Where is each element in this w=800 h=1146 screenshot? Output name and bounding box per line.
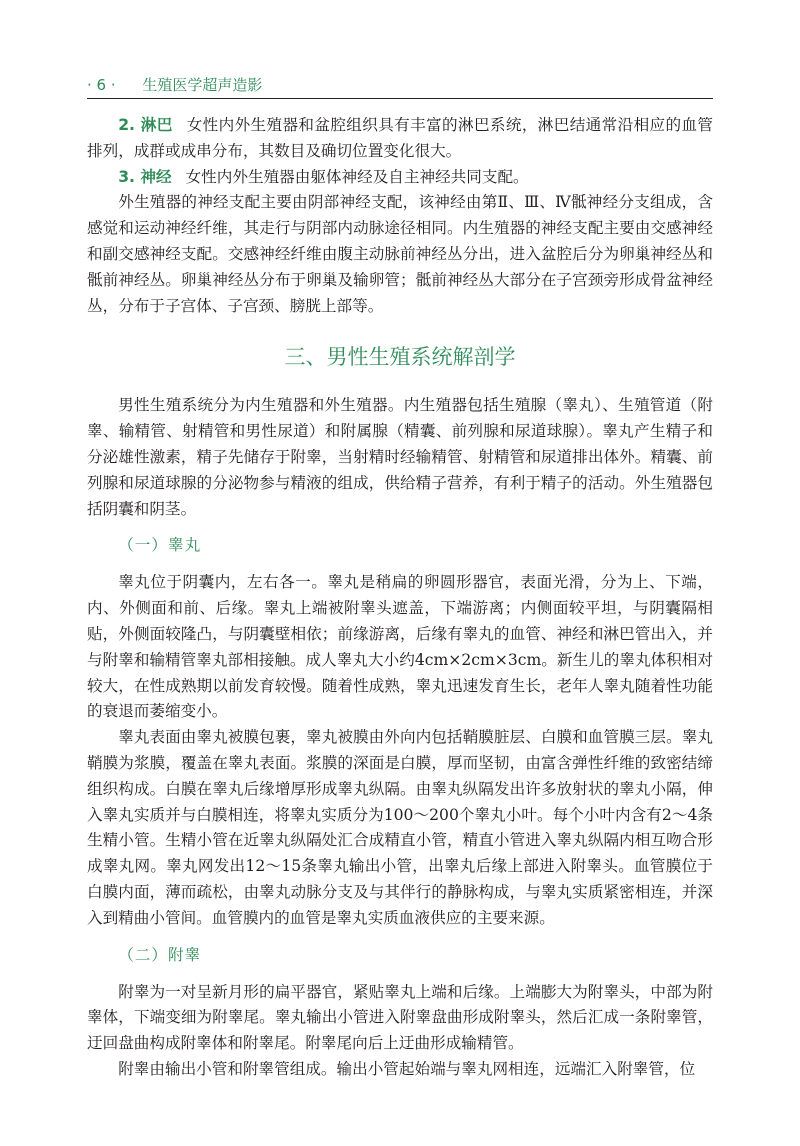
page-body xyxy=(87,113,713,1083)
section-title: 三、男性生殖系统解剖学 xyxy=(284,345,516,370)
subsection-title-epididymis: （二）附睾 xyxy=(118,945,202,964)
running-header xyxy=(87,74,713,96)
page-number: · 6 · xyxy=(87,76,116,94)
header-divider xyxy=(87,98,713,99)
subsection-title-testis: （一）睾丸 xyxy=(118,536,202,555)
section-intro: 男性生殖系统分为内生殖器和外生殖器。内生殖器包括生殖腺（睾丸）、生殖管道（附睾、输精管、射精管和男性尿道）和附属腺（精囊、前列腺和尿道球腺）。睾丸产生精子和分泌雄性激素，精子先储存于附睾，当射精时经输精管、射精管和尿道排出体外。精囊、前列腺和尿道球腺的分泌物参与精液的组成，供给精子营养，有利于精子的活动。外生殖器包括阴囊和阴茎。 xyxy=(87,396,713,518)
paragraph-epididymis-1: 附睾为一对呈新月形的扁平器官，紧贴睾丸上端和后缘。上端膨大为附睾头，中部为附睾体，下端变细为附睾尾。睾丸输出小管进入附睾盘曲形成附睾头，然后汇成一条附睾管，迂回盘曲构成附睾体和附睾尾。附睾尾向后上迂曲形成输精管。 xyxy=(87,982,713,1053)
paragraph-epididymis-2: 附睾由输出小管和附睾管组成。输出小管起始端与睾丸网相连，远端汇入附睾管，位 xyxy=(118,1059,696,1078)
paragraph-nerve xyxy=(87,165,713,191)
paragraph-text: 女性内外生殖器由躯体神经及自主神经共同支配。 xyxy=(185,167,529,186)
paragraph-nerve-detail: 外生殖器的神经支配主要由阴部神经支配，该神经由第Ⅱ、Ⅲ、Ⅳ骶神经分支组成，含感觉和运动神经纤维，其走行与阴部内动脉途径相同。内生殖器的神经支配主要由交感神经和副交感神经支配。交感神经纤维由腹主动脉前神经丛分出，进入盆腔后分为卵巢神经丛和骶前神经丛。卵巢神经丛分布于卵巢及输卵管；骶前神经丛大部分在子宫颈旁形成骨盆神经丛，分布于子宫体、子宫颈、膀胱上部等。 xyxy=(87,193,713,315)
paragraph-text: 女性内外生殖器和盆腔组织具有丰富的淋巴系统，淋巴结通常沿相应的血管排列，成群或成串分布，其数目及确切位置变化很大。 xyxy=(87,116,713,160)
paragraph-lymph xyxy=(87,113,713,165)
book-title: 生殖医学超声造影 xyxy=(142,76,263,94)
heading-lymph: 2. 淋巴 xyxy=(118,116,173,134)
paragraph-testis-2: 睾丸表面由睾丸被膜包裹，睾丸被膜由外向内包括鞘膜脏层、白膜和血管膜三层。睾丸鞘膜为浆膜，覆盖在睾丸表面。浆膜的深面是白膜，厚而坚韧，由富含弹性纤维的致密结缔组织构成。白膜在睾丸后缘增厚形成睾丸纵隔。由睾丸纵隔发出许多放射状的睾丸小隔，伸入睾丸实质并与白膜相连，将睾丸实质分为100～200个睾丸小叶。每个小叶内含有2～4条生精小管。生精小管在近睾丸纵隔处汇合成精直小管，精直小管进入睾丸纵隔内相互吻合形成睾丸网。睾丸网发出12～15条睾丸输出小管，出睾丸后缘上部进入附睾头。血管膜位于白膜内面，薄而疏松，由睾丸动脉分支及与其伴行的静脉构成，与睾丸实质紧密相连，并深入到精曲小管间。血管膜内的血管是睾丸实质血液供应的主要来源。 xyxy=(87,728,713,927)
paragraph-testis-1: 睾丸位于阴囊内，左右各一。睾丸是稍扁的卵圆形器官，表面光滑，分为上、下端，内、外侧面和前、后缘。睾丸上端被附睾头遮盖，下端游离；内侧面较平坦，与阴囊隔相贴，外侧面较隆凸，与阴囊壁相依；前缘游离，后缘有睾丸的血管、神经和淋巴管出入，并与附睾和输精管睾丸部相接触。成人睾丸大小约4cm×2cm×3cm。新生儿的睾丸体积相对较大，在性成熟期以前发育较慢。随着性成熟，睾丸迅速发育生长，老年人睾丸随着性功能的衰退而萎缩变小。 xyxy=(87,573,713,721)
heading-nerve: 3. 神经 xyxy=(118,167,172,186)
